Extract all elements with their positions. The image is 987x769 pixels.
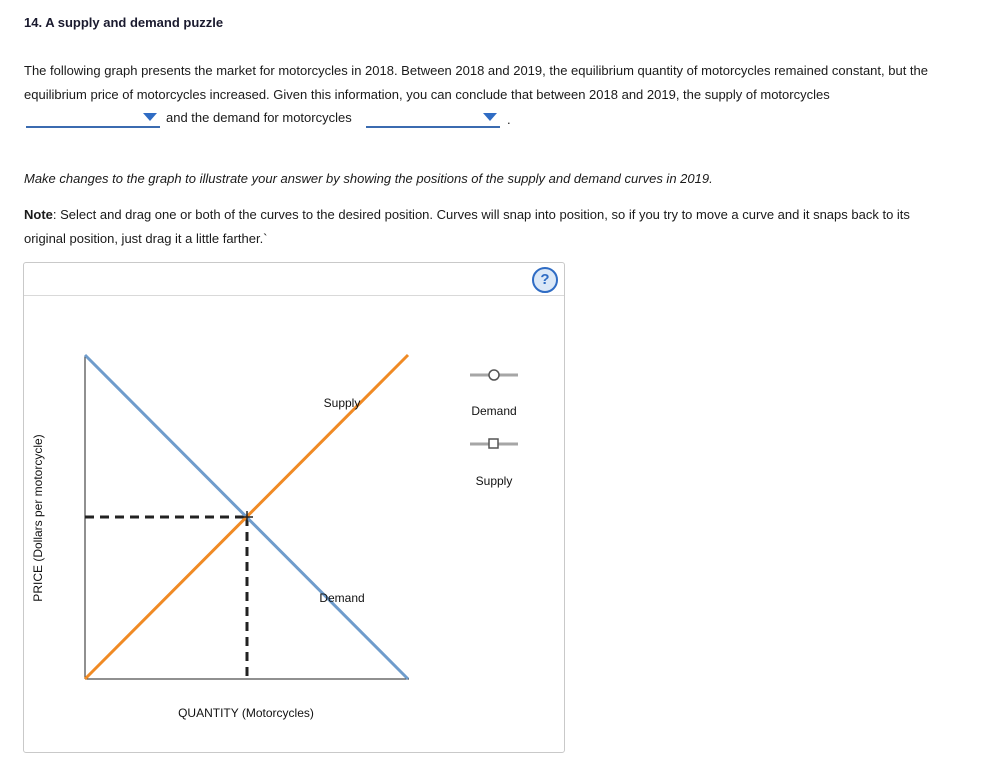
chevron-down-icon [483,113,497,121]
chevron-down-icon [143,113,157,121]
legend-supply-label: Supply [475,474,513,488]
note-label: Note [24,207,53,222]
demand-change-dropdown[interactable] [366,108,500,128]
x-axis-label: QUANTITY (Motorcycles) [178,706,314,720]
question-title: 14. A supply and demand puzzle [24,15,224,30]
legend-demand-label: Demand [471,404,517,418]
demand-curve-label: Demand [319,591,365,605]
end-period: . [507,112,511,127]
note-text [24,203,954,251]
mid-text: and the demand for motorcycles [166,110,352,125]
instruction-text: Make changes to the graph to illustrate your answer by showing the positions of the supply and demand curves in 2019. [24,171,713,186]
graph-panel [23,262,565,753]
y-axis-label: PRICE (Dollars per motorcycle) [31,434,45,602]
panel-divider [24,295,564,296]
note-body: : Select and drag one or both of the curves to the desired position. Curves will snap into position, so if you try to move a curve and it snaps back to its original position, just drag it a little farther.` [24,207,910,246]
question-paragraph: The following graph presents the market for motorcycles in 2018. Between 2018 and 2019, the equilibrium quantity of motorcycles remained constant, but the equilibrium price of motorcycles increased. Given this information, you can conclude that between 2018 and 2019, the supply of motorcycles [24,63,929,102]
supply-change-dropdown[interactable] [26,108,160,128]
help-icon[interactable]: ? [532,267,558,293]
supply-curve-label: Supply [323,396,361,410]
